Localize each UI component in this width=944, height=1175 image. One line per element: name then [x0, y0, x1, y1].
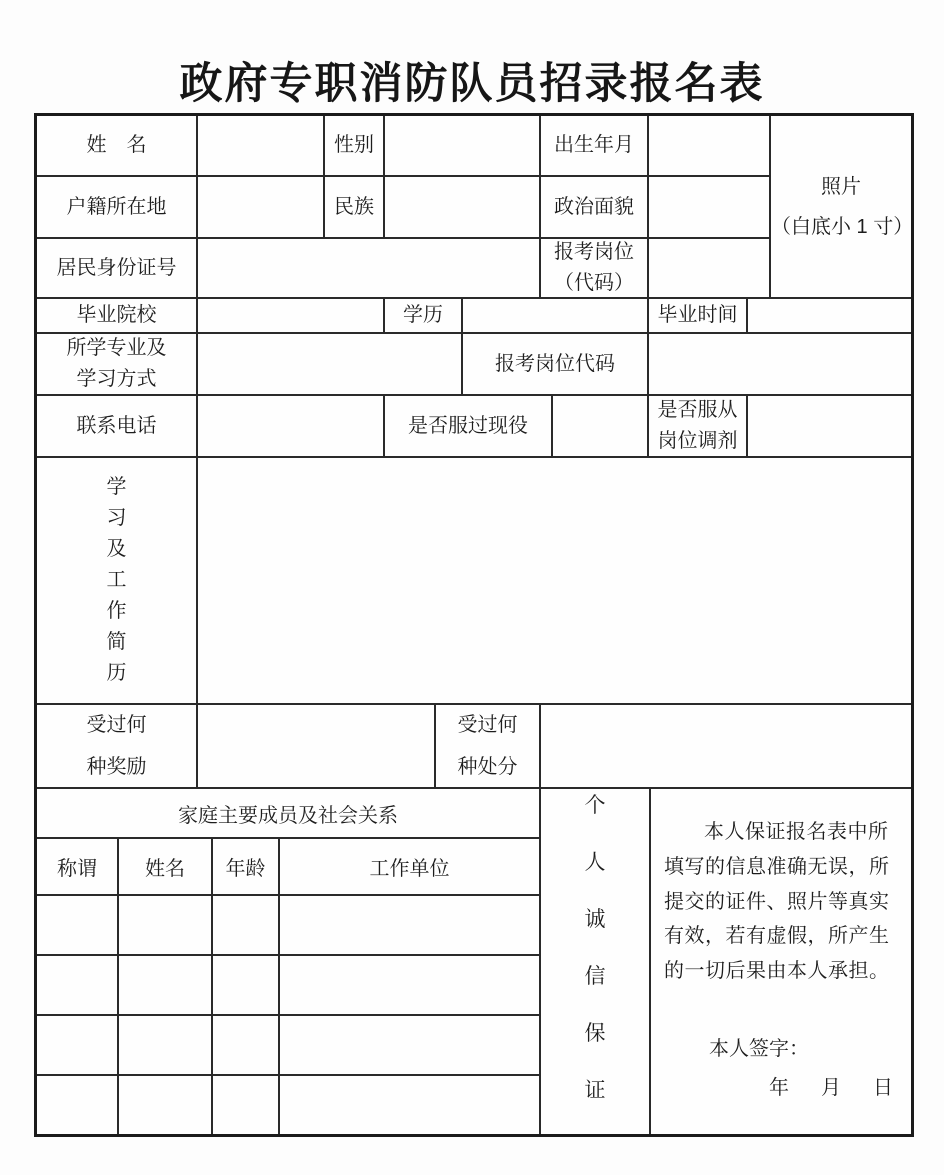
birth-date-label: 出生年月 — [541, 116, 649, 175]
post-adjustment-input-cell[interactable] — [748, 396, 911, 456]
family-col-employer: 工作单位 — [369, 858, 450, 880]
family-title-cell[interactable] — [37, 956, 119, 1014]
row-phone — [37, 396, 911, 458]
family-data-row — [37, 896, 539, 956]
punishments-label-line1: 受过何 — [457, 714, 518, 736]
family-data-row — [37, 1016, 539, 1076]
family-section-header: 家庭主要成员及社会关系 — [37, 789, 539, 839]
resume-char: 作 — [106, 600, 127, 622]
family-integrity-section — [37, 789, 911, 1134]
id-number-label: 居民身份证号 — [37, 239, 198, 297]
family-age-cell[interactable] — [213, 956, 280, 1014]
integrity-title-label — [541, 789, 651, 1134]
family-data-row — [37, 956, 539, 1016]
awards-label-line2: 种奖励 — [86, 756, 147, 778]
birth-date-input-cell[interactable] — [649, 116, 769, 175]
row-resume — [37, 458, 911, 705]
family-name-cell[interactable] — [119, 1076, 213, 1134]
id-number-input-cell[interactable] — [198, 239, 541, 297]
integrity-char: 信 — [584, 965, 606, 988]
resume-char: 简 — [106, 631, 127, 653]
residence-input-cell[interactable] — [198, 177, 325, 237]
top-section — [37, 116, 914, 299]
family-title-cell[interactable] — [37, 896, 119, 954]
row-awards — [37, 705, 911, 789]
pledge-cell — [651, 789, 911, 1134]
top-left-grid — [37, 116, 771, 297]
military-service-input-cell[interactable] — [553, 396, 649, 456]
phone-input-cell[interactable] — [198, 396, 385, 456]
family-employer-cell[interactable] — [280, 1076, 539, 1134]
integrity-char: 个 — [584, 794, 606, 817]
resume-char: 及 — [106, 538, 127, 560]
date-label[interactable]: 年 月 日 — [769, 1077, 899, 1099]
phone-label: 联系电话 — [37, 396, 198, 456]
school-input-cell[interactable] — [198, 299, 385, 332]
post-code-input-cell[interactable] — [649, 334, 911, 394]
ethnicity-input-cell[interactable] — [385, 177, 541, 237]
family-employer-cell[interactable] — [280, 896, 539, 954]
punishments-label-line2: 种处分 — [457, 756, 518, 778]
resume-char: 习 — [106, 507, 127, 529]
military-service-label: 是否服过现役 — [385, 396, 553, 456]
family-title-cell[interactable] — [37, 1076, 119, 1134]
integrity-char: 人 — [584, 851, 606, 874]
family-employer-cell[interactable] — [280, 956, 539, 1014]
major-label-line1: 所学专业及 — [66, 337, 167, 359]
post-adjustment-label — [649, 396, 748, 456]
applied-post-label — [541, 239, 649, 297]
school-label: 毕业院校 — [37, 299, 198, 332]
applied-post-label-line2: （代码） — [554, 272, 634, 294]
family-employer-cell[interactable] — [280, 1016, 539, 1074]
graduation-time-input-cell[interactable] — [748, 299, 911, 332]
major-label-line2: 学习方式 — [76, 368, 157, 390]
family-name-cell[interactable] — [119, 896, 213, 954]
post-adjustment-label-line2: 岗位调剂 — [657, 430, 738, 452]
family-data-row — [37, 1076, 539, 1134]
awards-label — [37, 705, 198, 787]
family-age-cell[interactable] — [213, 1016, 280, 1074]
family-age-cell[interactable] — [213, 896, 280, 954]
resume-char: 历 — [106, 662, 127, 684]
resume-char: 工 — [106, 569, 127, 591]
integrity-char: 保 — [584, 1022, 606, 1045]
political-status-input-cell[interactable] — [649, 177, 769, 237]
resume-label — [37, 458, 198, 703]
pledge-text: 本人保证报名表中所填写的信息准确无误，所提交的证件、照片等真实有效，若有虚假，所产生的一切后果由本人承担。 — [664, 821, 890, 983]
family-block — [37, 789, 541, 1134]
integrity-char: 诚 — [584, 908, 606, 931]
political-status-label: 政治面貌 — [541, 177, 649, 237]
resume-input-cell[interactable] — [198, 458, 911, 703]
photo-label-line2: （白底小 1 寸） — [771, 215, 914, 238]
integrity-char: 证 — [584, 1079, 606, 1102]
awards-label-line1: 受过何 — [86, 714, 147, 736]
family-columns-header — [37, 839, 539, 896]
residence-label: 户籍所在地 — [37, 177, 198, 237]
gender-input-cell[interactable] — [385, 116, 541, 175]
major-label — [37, 334, 198, 394]
applied-post-input-cell[interactable] — [649, 239, 769, 297]
applied-post-label-line1: 报考岗位 — [554, 241, 634, 263]
name-input-cell[interactable] — [198, 116, 325, 175]
signature-block — [651, 1032, 911, 1134]
row-name — [37, 116, 769, 177]
ethnicity-label: 民族 — [325, 177, 385, 237]
photo-cell — [771, 116, 914, 297]
post-code-label: 报考岗位代码 — [463, 334, 649, 394]
name-label: 姓 名 — [37, 116, 198, 175]
resume-char: 学 — [106, 476, 127, 498]
punishments-input-cell[interactable] — [541, 705, 911, 787]
family-col-age: 年龄 — [213, 839, 280, 894]
family-name-cell[interactable] — [119, 956, 213, 1014]
graduation-time-label: 毕业时间 — [649, 299, 748, 332]
family-col-name: 姓名 — [119, 839, 213, 894]
row-id-number — [37, 239, 769, 297]
punishments-label — [436, 705, 541, 787]
row-school — [37, 299, 911, 334]
page-title: 政府专职消防队员招录报名表 — [179, 61, 765, 108]
row-residence — [37, 177, 769, 239]
education-input-cell[interactable] — [463, 299, 649, 332]
signature-label[interactable]: 本人签字： — [709, 1038, 809, 1060]
family-title-cell[interactable] — [37, 1016, 119, 1074]
row-major — [37, 334, 911, 396]
post-adjustment-label-line1: 是否服从 — [657, 399, 738, 421]
family-name-cell[interactable] — [119, 1016, 213, 1074]
education-label: 学历 — [385, 299, 463, 332]
gender-label: 性别 — [325, 116, 385, 175]
family-col-title: 称谓 — [37, 839, 119, 894]
major-input-cell[interactable] — [198, 334, 463, 394]
family-age-cell[interactable] — [213, 1076, 280, 1134]
form-table — [34, 113, 914, 1137]
photo-label-line1: 照片 — [821, 175, 861, 198]
awards-input-cell[interactable] — [198, 705, 436, 787]
